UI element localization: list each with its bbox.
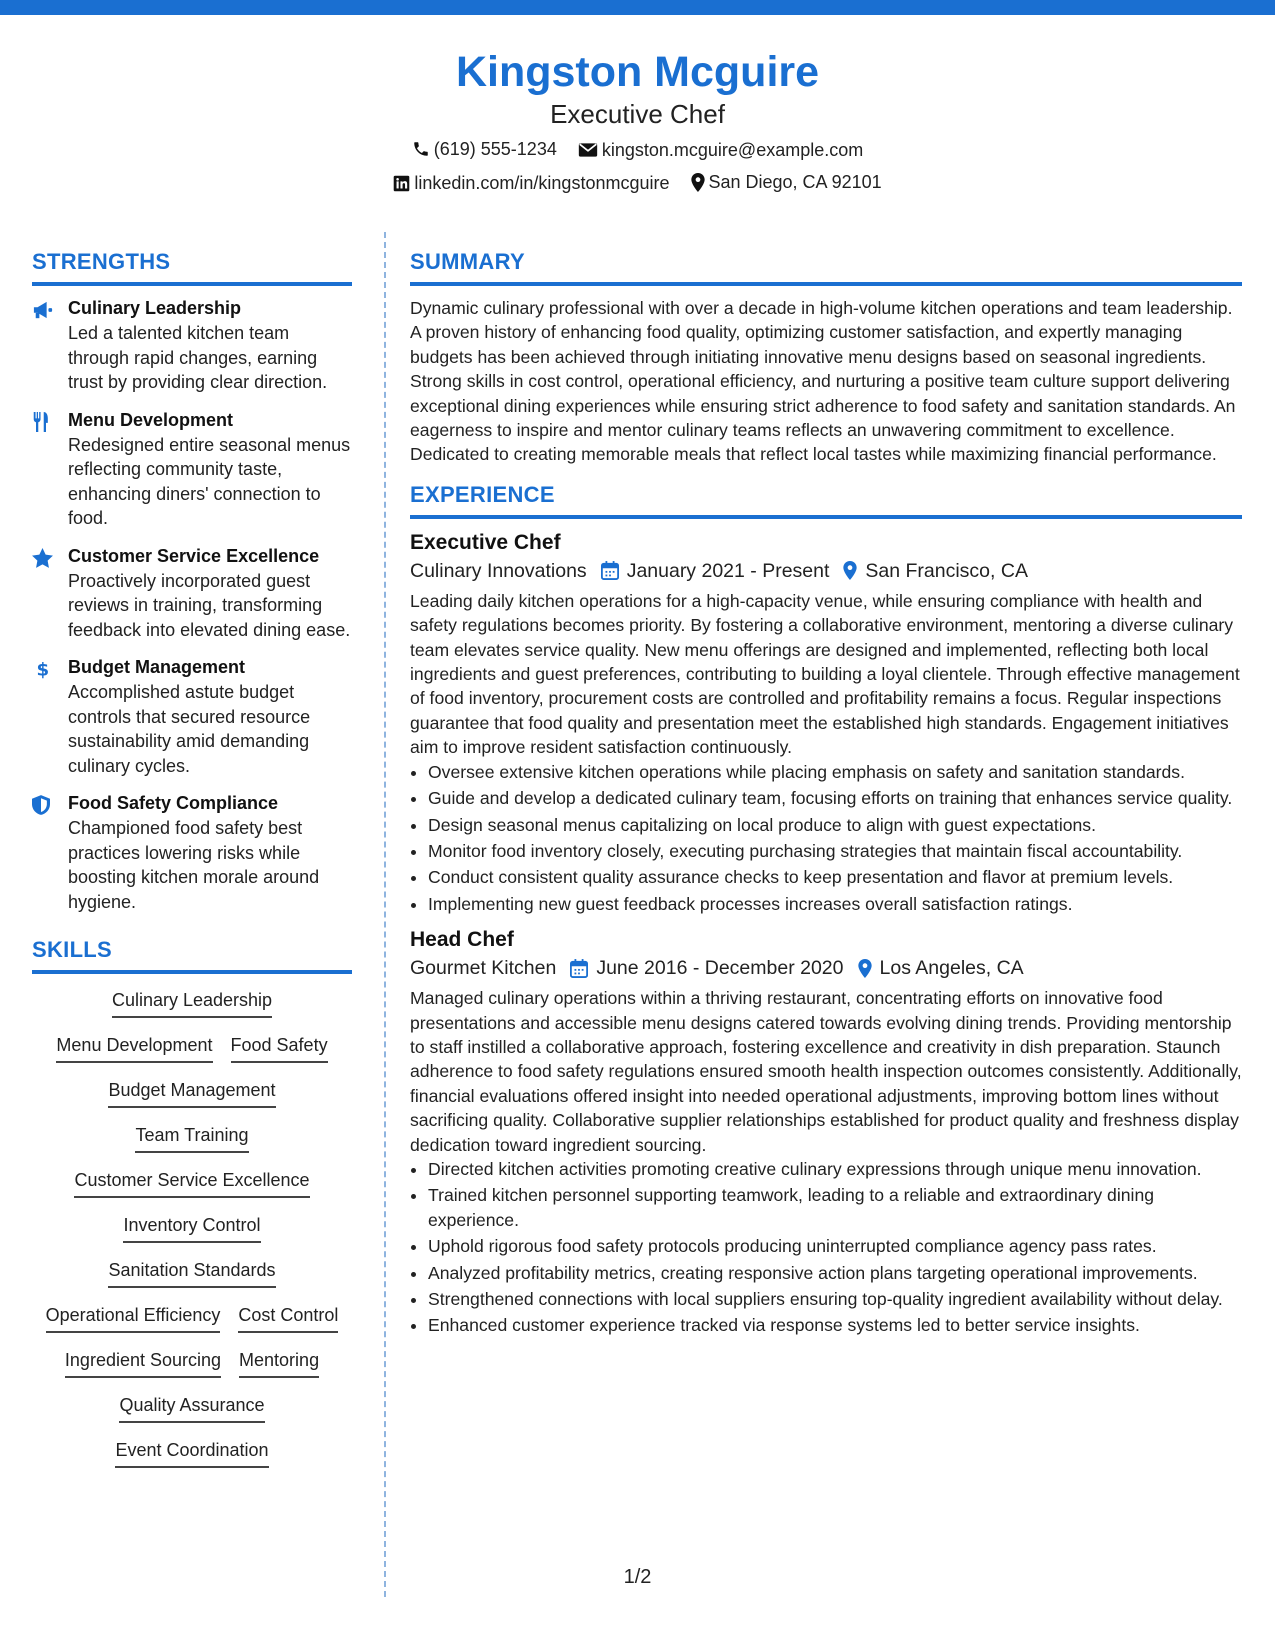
job-description: Leading daily kitchen operations for a high-capacity venue, while ensuring compliance with health and safety regulations becomes priority. By fostering a collaborative environment, mentoring a diverse culinary team elevates service quality. New menu offerings are designed and implemented, reflecting both local ingredients and guest preferences, contributing to building a loyal clientele. Through effective management of food inventory, procurement costs are controlled and profitability remains a focus. Regular inspections guarantee that food quality and presentation meet the established high standards. Engagement initiatives aim to improve resident satisfaction continuously. bbox=[410, 590, 1240, 758]
strength-item bbox=[32, 544, 352, 643]
summary-text: Dynamic culinary professional with over a decade in high-volume kitchen operations and team leadership. A proven history of enhancing food quality, optimizing customer satisfaction, and expertly managing budgets has been achieved through initiating innovative menu designs based on seasonal ingredients. Strong skills in cost control, operational efficiency, and nurturing a positive team culture support delivering exceptional dining experiences while ensuring strict adherence to food safety and sanitation standards. An eagerness to inspire and mentor culinary teams reflects an unwavering commitment to excellence. Dedicated to creating memorable meals that reflect local tastes while maximizing financial performance. bbox=[410, 298, 1236, 465]
job-entry bbox=[410, 926, 1242, 1338]
strength-item bbox=[32, 296, 352, 395]
bullet-item: • Guide and develop a dedicated culinary team, focusing efforts on training that enhances service quality. bbox=[428, 786, 1242, 810]
strength-desc: Championed food safety best practices lowering risks while boosting kitchen morale around hygiene. bbox=[68, 818, 320, 912]
skill-tag: Ingredient Sourcing bbox=[65, 1348, 221, 1378]
location-contact bbox=[691, 167, 882, 197]
page-number: 1/2 bbox=[623, 1566, 652, 1588]
skills-list bbox=[32, 988, 352, 1483]
dollar-icon bbox=[36, 659, 48, 679]
contact-line-2 bbox=[0, 167, 1275, 201]
skills-rule bbox=[32, 970, 352, 974]
bullet-item: • Monitor food inventory closely, executing purchasing strategies that maintain fiscal accountability. bbox=[428, 839, 1242, 863]
phone-icon bbox=[412, 140, 430, 158]
job-bullets bbox=[410, 760, 1242, 916]
calendar-icon bbox=[570, 959, 588, 978]
skill-tag: Budget Management bbox=[108, 1078, 275, 1108]
bullet-item: • Strengthened connections with local suppliers ensuring top-quality ingredient availability without delay. bbox=[428, 1287, 1242, 1311]
strength-desc: Led a talented kitchen team through rapid changes, earning trust by providing clear direction. bbox=[68, 323, 328, 392]
strength-title: Budget Management bbox=[68, 657, 246, 677]
bullet-item: • Enhanced customer experience tracked via response systems led to better service insights. bbox=[428, 1313, 1242, 1337]
linkedin-contact[interactable] bbox=[393, 168, 669, 198]
star-icon bbox=[32, 548, 53, 568]
strength-title: Customer Service Excellence bbox=[68, 545, 320, 566]
candidate-title: Executive Chef bbox=[550, 99, 725, 129]
skill-row bbox=[32, 988, 352, 1033]
skill-row bbox=[32, 1213, 352, 1258]
skill-row bbox=[32, 1303, 352, 1348]
skill-row bbox=[32, 1123, 352, 1168]
skill-row bbox=[32, 1438, 352, 1483]
bullet-item: • Oversee extensive kitchen operations while placing emphasis on safety and sanitation standards. bbox=[428, 760, 1242, 784]
email-text[interactable]: kingston.mcguire@example.com bbox=[601, 140, 864, 160]
location-text: San Diego, CA 92101 bbox=[708, 172, 882, 192]
skill-tag: Quality Assurance bbox=[119, 1393, 264, 1423]
strength-title: Menu Development bbox=[68, 409, 234, 430]
strength-title: Culinary Leadership bbox=[68, 298, 242, 318]
left-column bbox=[32, 248, 352, 1483]
skill-row bbox=[32, 1168, 352, 1213]
strength-item bbox=[32, 791, 352, 914]
resume-header bbox=[0, 42, 1275, 201]
job-location: San Francisco, CA bbox=[865, 559, 1028, 582]
job-company: Culinary Innovations bbox=[410, 559, 587, 582]
envelope-icon bbox=[578, 142, 598, 158]
strength-item bbox=[32, 655, 352, 778]
svg-text:$: $ bbox=[36, 659, 48, 679]
skill-tag: Inventory Control bbox=[123, 1213, 260, 1243]
job-dates: June 2016 - December 2020 bbox=[596, 957, 844, 980]
map-pin-icon bbox=[858, 959, 872, 978]
skills-heading: SKILLS bbox=[32, 937, 113, 962]
job-title: Head Chef bbox=[410, 928, 514, 952]
skill-tag: Culinary Leadership bbox=[112, 988, 272, 1018]
job-company: Gourmet Kitchen bbox=[410, 957, 557, 980]
job-dates: January 2021 - Present bbox=[626, 559, 830, 582]
strength-title: Food Safety Compliance bbox=[68, 793, 279, 813]
job-title: Executive Chef bbox=[410, 530, 561, 554]
skill-row bbox=[32, 1348, 352, 1393]
summary-heading: SUMMARY bbox=[410, 249, 525, 274]
bullet-item: • Analyzed profitability metrics, creating responsive action plans targeting operational improvements. bbox=[428, 1261, 1242, 1285]
job-description: Managed culinary operations within a thriving restaurant, concentrating efforts on innovative food presentations and accessible menu designs catered towards evolving dining trends. Providing mentorship to staff instilled a collaborative approach, fostering excellence and creativity in dish preparation. Staunch adherence to food safety regulations ensured smooth health inspection outcomes consistently. Additionally, financial evaluations offered insight into needed operational adjustments, improving bottom lines without sacrificing quality. Collaborative supplier relationships established for product quality and freshness display dedication toward ingredient sourcing. bbox=[410, 988, 1242, 1155]
phone-contact bbox=[412, 134, 557, 164]
skill-row bbox=[32, 1033, 352, 1078]
job-meta bbox=[410, 557, 1242, 585]
bullet-item: • Uphold rigorous food safety protocols producing uninterrupted compliance agency pass rates. bbox=[428, 1234, 1242, 1258]
experience-rule bbox=[410, 515, 1242, 519]
top-accent-bar bbox=[0, 0, 1275, 15]
summary-rule bbox=[410, 282, 1242, 286]
phone-text: (619) 555-1234 bbox=[433, 139, 557, 159]
linkedin-text[interactable]: linkedin.com/in/kingstonmcguire bbox=[414, 173, 670, 193]
bullet-item: • Implementing new guest feedback processes increases overall satisfaction ratings. bbox=[428, 892, 1242, 916]
skill-tag: Customer Service Excellence bbox=[74, 1168, 309, 1198]
skill-row bbox=[32, 1078, 352, 1123]
contact-line-1 bbox=[0, 134, 1275, 167]
skill-tag: Cost Control bbox=[238, 1303, 338, 1333]
utensils-icon bbox=[32, 412, 50, 432]
bullet-item: • Trained kitchen personnel supporting teamwork, leading to a reliable and extraordinary dining experience. bbox=[428, 1183, 1242, 1232]
bullet-item: • Directed kitchen activities promoting creative culinary expressions through unique menu innovation. bbox=[428, 1157, 1242, 1181]
job-entry bbox=[410, 529, 1242, 916]
bullet-item: • Design seasonal menus capitalizing on local produce to align with guest expectations. bbox=[428, 813, 1242, 837]
megaphone-icon bbox=[32, 300, 54, 320]
column-divider bbox=[384, 232, 386, 1597]
skill-tag: Operational Efficiency bbox=[46, 1303, 221, 1333]
strength-desc: Redesigned entire seasonal menus reflecting community taste, enhancing diners' connection to food. bbox=[68, 434, 351, 528]
shield-icon bbox=[32, 795, 50, 815]
experience-heading: EXPERIENCE bbox=[410, 481, 555, 507]
candidate-name: Kingston Mcguire bbox=[455, 48, 820, 96]
strengths-heading: STRENGTHS bbox=[32, 249, 171, 274]
email-contact[interactable] bbox=[578, 135, 863, 165]
bullet-item: • Conduct consistent quality assurance checks to keep presentation and flavor at premium levels. bbox=[428, 865, 1242, 889]
skill-tag: Food Safety bbox=[231, 1033, 328, 1063]
skill-tag: Team Training bbox=[135, 1123, 248, 1153]
skill-tag: Sanitation Standards bbox=[108, 1258, 275, 1288]
job-location: Los Angeles, CA bbox=[879, 957, 1024, 980]
map-pin-icon bbox=[691, 173, 705, 192]
strength-item bbox=[32, 408, 352, 531]
skill-row bbox=[32, 1393, 352, 1438]
skill-row bbox=[32, 1258, 352, 1303]
calendar-icon bbox=[601, 561, 619, 580]
job-bullets bbox=[410, 1157, 1242, 1338]
map-pin-icon bbox=[843, 561, 857, 580]
job-meta bbox=[410, 954, 1242, 982]
skill-tag: Event Coordination bbox=[115, 1438, 268, 1468]
skill-tag: Menu Development bbox=[56, 1033, 212, 1063]
strength-desc: Proactively incorporated guest reviews in training, transforming feedback into elevated dining ease. bbox=[68, 570, 351, 640]
skill-tag: Mentoring bbox=[239, 1348, 319, 1378]
strength-desc: Accomplished astute budget controls that secured resource sustainability amid demanding culinary cycles. bbox=[68, 682, 311, 776]
right-column bbox=[410, 248, 1242, 1340]
strengths-rule bbox=[32, 282, 352, 286]
linkedin-icon bbox=[393, 175, 410, 192]
